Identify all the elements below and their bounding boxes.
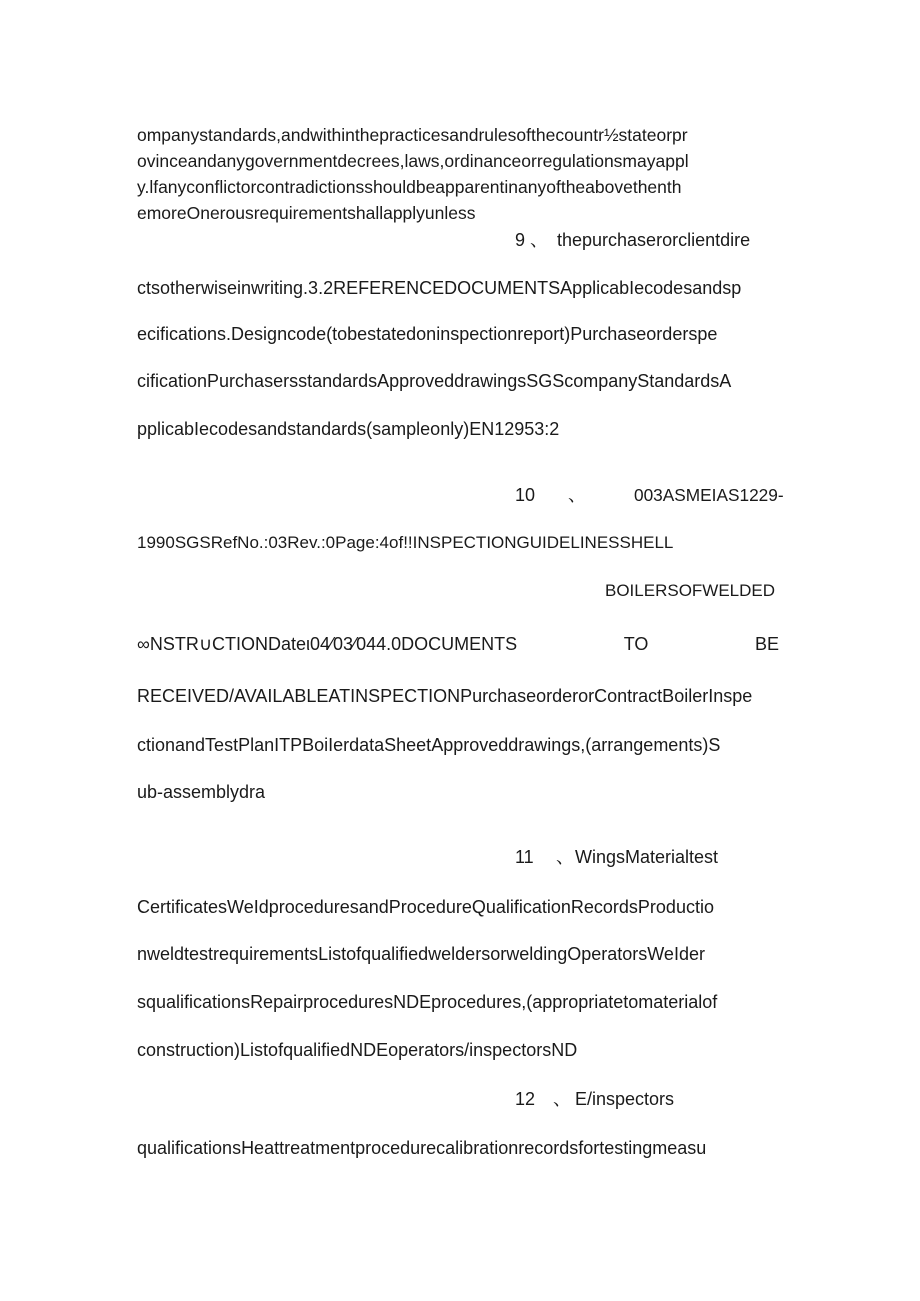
reference-line: 1990SGSRefNo.:03Rev.:0Page:4of!!INSPECTIONGUIDELINESSHELL	[137, 533, 674, 552]
body-line: nweldtestrequirementsListofqualifiedweldersorweldingOperatorsWeIder	[137, 944, 705, 964]
construction-line	[137, 633, 779, 655]
body-line: pplicabIecodesandstandards(sampleonly)EN12953:2	[137, 419, 560, 439]
item-separator: 、	[556, 847, 574, 867]
item-text: WingsMaterialtest	[575, 847, 719, 867]
construction-right: BE	[754, 634, 779, 654]
item-separator: 、	[530, 230, 548, 250]
heading-continuation: BOILERSOFWELDED	[605, 581, 776, 600]
item-text: thepurchaserorclientdire	[557, 230, 751, 250]
body-line: ub-assemblydra	[137, 782, 266, 802]
body-line: emoreOnerousrequirementshallapplyunless	[137, 203, 476, 223]
body-line: cificationPurchasersstandardsApproveddrawingsSGScompanyStandardsA	[137, 371, 732, 391]
construction-middle: TO	[623, 634, 649, 654]
body-line: construction)ListofqualifiedNDEoperators/inspectorsND	[137, 1040, 578, 1060]
body-line: ctsotherwiseinwriting.3.2REFERENCEDOCUMENTSApplicabIecodesandsp	[137, 278, 742, 298]
item-separator: 、	[553, 1089, 571, 1109]
body-line: RECEIVED/AVAILABLEATINSPECTIONPurchaseorderorContractBoilerInspe	[137, 686, 753, 706]
construction-left: ∞NSTR∪CTIONDateι04⁄03⁄044.0DOCUMENTS	[137, 634, 518, 654]
body-line: squalificationsRepairproceduresNDEprocedures,(appropriatetomaterialof	[137, 992, 718, 1012]
body-line: ecifications.Designcode(tobestatedoninspectionreport)Purchaseorderspe	[137, 324, 718, 344]
body-line: qualificationsHeattreatmentprocedurecalibrationrecordsfortestingmeasu	[137, 1138, 707, 1158]
body-line: ompanystandards,andwithinthepracticesandrulesofthecountr½stateorpr	[137, 125, 688, 145]
body-line: y.lfanyconflictorcontradictionsshouldbeapparentinanyoftheabovethenth	[137, 177, 682, 197]
item-number: 12	[515, 1089, 536, 1109]
item-number: 9	[515, 230, 526, 250]
item-separator: 、	[568, 485, 586, 505]
body-line: ctionandTestPlanITPBoiIerdataSheetApproveddrawings,(arrangements)S	[137, 735, 721, 755]
item-number: 10	[515, 485, 536, 505]
item-number: 11	[515, 847, 534, 867]
body-line: CertificatesWeIdproceduresandProcedureQualificationRecordsProductio	[137, 897, 714, 917]
body-line: ovinceandanygovernmentdecrees,laws,ordinanceorregulationsmayappl	[137, 151, 689, 171]
item-text: E/inspectors	[575, 1089, 675, 1109]
item-text: 003ASMEIAS1229-	[634, 485, 784, 505]
